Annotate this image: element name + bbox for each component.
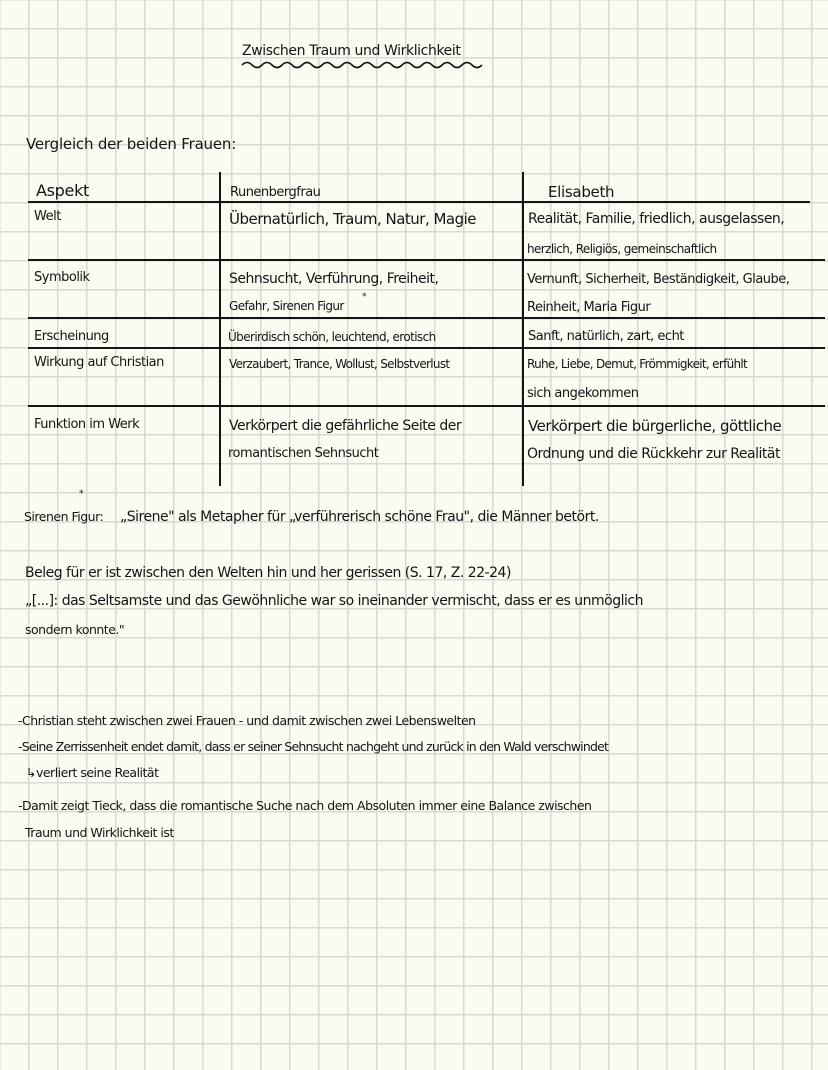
aspect-cell: Welt [34,209,61,224]
footnote-term: Sirenen Figur: [24,509,104,524]
table-row-rule-2 [28,317,825,319]
aspect-cell: Symbolik [34,270,90,285]
elisabeth-cell-line2: herzlich, Religiös, gemeinschaftlich [527,242,717,256]
footnote-marker: * [79,489,84,499]
runenbergfrau-cell: Übernatürlich, Traum, Natur, Magie [229,210,477,228]
column-header-aspekt: Aspekt [36,181,90,200]
wavy-underline [240,60,485,70]
quote-line-1: „[...]: das Seltsamste und das Gewöhnliche war so ineinander vermischt, dass er es unmöglich [25,593,643,609]
table-row-rule-3 [28,347,825,349]
elisabeth-cell-line2: Ordnung und die Rückkehr zur Realität [527,446,780,462]
column-header-elisabeth: Elisabeth [548,183,615,201]
table-divider-vertical-2 [522,172,524,486]
elisabeth-cell-line1: Verkörpert die bürgerliche, göttliche [528,417,782,435]
page-title: Zwischen Traum und Wirklichkeit [242,43,461,59]
runenbergfrau-cell: Verzaubert, Trance, Wollust, Selbstverlust [229,357,450,371]
runenbergfrau-cell-line1: Verkörpert die gefährliche Seite der [229,418,462,434]
elisabeth-cell: Sanft, natürlich, zart, echt [528,329,684,344]
table-divider-vertical-1 [219,172,221,486]
table-row-rule-4 [28,405,825,407]
list-item: -Damit zeigt Tieck, dass die romantische Suche nach dem Absoluten immer eine Balance zwischen [18,798,592,813]
elisabeth-cell-line1: Ruhe, Liebe, Demut, Frömmigkeit, erfühlt [527,357,748,371]
elisabeth-cell-line1: Realität, Familie, friedlich, ausgelassen, [528,211,785,227]
footnote-text: „Sirene" als Metapher für „verführerisch schöne Frau", die Männer betört. [120,509,599,525]
runenbergfrau-cell-line2: romantischen Sehnsucht [228,446,379,461]
section-heading: Vergleich der beiden Frauen: [26,135,237,153]
runenbergfrau-cell: Überirdisch schön, leuchtend, erotisch [228,330,436,344]
list-item-subpoint: ↳verliert seine Realität [26,765,159,780]
list-item: -Christian steht zwischen zwei Frauen - und damit zwischen zwei Lebenswelten [18,713,476,728]
quote-line-2: sondern konnte." [25,622,125,637]
runenbergfrau-cell-line1: Sehnsucht, Verführung, Freiheit, [229,271,439,287]
elisabeth-cell-line2: sich angekommen [527,386,639,401]
list-item: -Seine Zerrissenheit endet damit, dass er seiner Sehnsucht nachgeht und zurück in den Wald verschwindet [18,739,609,754]
column-header-runenbergfrau: Runenbergfrau [230,185,321,200]
aspect-cell: Funktion im Werk [34,417,140,432]
elisabeth-cell-line1: Vernunft, Sicherheit, Beständigkeit, Glaube, [527,272,790,287]
footnote-marker: * [362,292,367,302]
table-row-rule-1 [28,259,825,261]
aspect-cell: Erscheinung [34,329,109,344]
table-header-rule [28,201,810,203]
aspect-cell: Wirkung auf Christian [34,355,164,370]
elisabeth-cell-line2: Reinheit, Maria Figur [527,300,651,315]
list-item-continuation: Traum und Wirklichkeit ist [25,825,174,840]
evidence-heading: Beleg für er ist zwischen den Welten hin und her gerissen (S. 17, Z. 22-24) [25,565,511,581]
runenbergfrau-cell-line2: Gefahr, Sirenen Figur [229,299,344,313]
